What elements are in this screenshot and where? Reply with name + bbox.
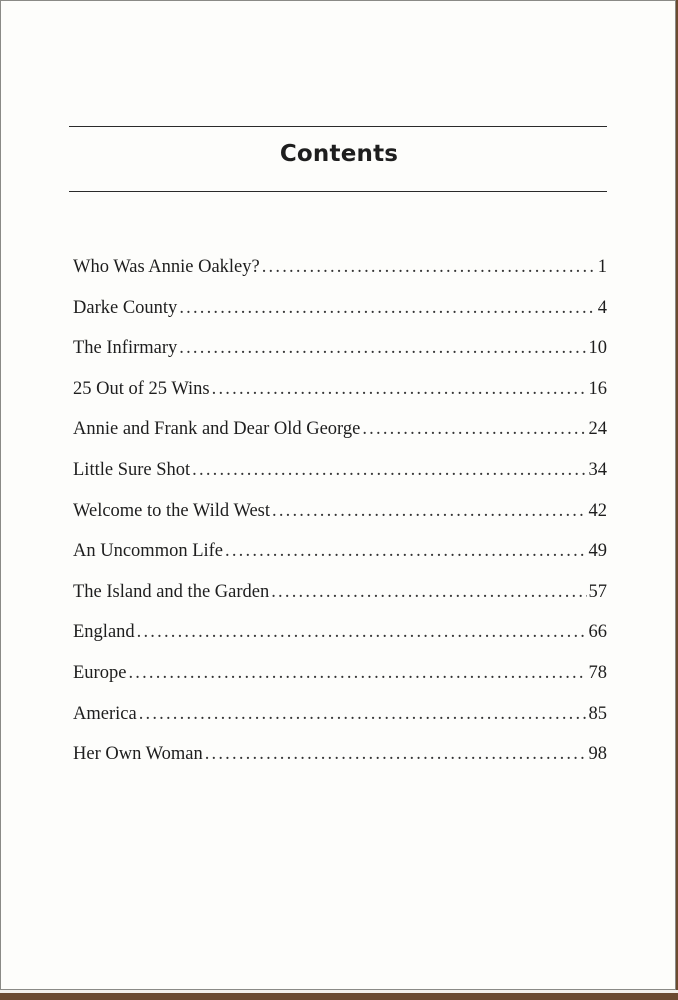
- toc-entry-title: Who Was Annie Oakley?: [73, 257, 260, 277]
- toc-entry-title: Darke County: [73, 297, 178, 318]
- toc-entry: [73, 582, 607, 623]
- toc-entry-page: 4: [597, 297, 607, 318]
- toc-entry-title: An Uncommon Life: [73, 541, 224, 562]
- page-edge: [0, 990, 678, 1000]
- toc-entry-title: 25 Out of 25 Wins: [73, 378, 210, 399]
- dot-leader: [137, 622, 587, 643]
- top-rule: [69, 126, 607, 127]
- toc-entry-title: Welcome to the Wild West: [73, 500, 270, 521]
- dot-leader: [225, 541, 586, 562]
- toc-entry: [73, 704, 607, 745]
- dot-leader: [179, 298, 595, 319]
- toc-entry-title: Her Own Woman: [73, 744, 203, 765]
- toc-entry-page: 10: [588, 338, 607, 359]
- toc-entry-title: The Island and the Garden: [73, 581, 270, 602]
- toc-entry-page: 1: [597, 257, 607, 277]
- toc-entry-page: 57: [588, 581, 607, 602]
- dot-leader: [192, 460, 586, 481]
- toc-entry: [73, 744, 607, 785]
- toc-entry: [73, 257, 607, 298]
- dot-leader: [212, 379, 587, 400]
- dot-leader: [272, 501, 587, 522]
- bottom-rule: [69, 191, 607, 192]
- dot-leader: [262, 257, 596, 278]
- toc-entry-page: 24: [588, 419, 607, 440]
- toc-entry: [73, 379, 607, 420]
- toc-entry: [73, 460, 607, 501]
- dot-leader: [362, 419, 586, 440]
- toc-entry: [73, 338, 607, 379]
- dot-leader: [205, 744, 587, 765]
- toc-entry-title: America: [73, 703, 137, 724]
- toc-entry-page: 49: [588, 541, 607, 562]
- dot-leader: [271, 582, 586, 603]
- toc-entry-page: 98: [588, 744, 607, 765]
- toc-entry-page: 34: [588, 459, 607, 480]
- table-of-contents: [73, 257, 607, 785]
- dot-leader: [179, 338, 586, 359]
- toc-entry: [73, 298, 607, 339]
- toc-entry: [73, 501, 607, 542]
- toc-entry-page: 85: [588, 703, 607, 724]
- toc-entry-title: Europe: [73, 662, 127, 683]
- toc-entry: [73, 541, 607, 582]
- toc-entry-page: 16: [588, 378, 607, 399]
- toc-entry-title: Little Sure Shot: [73, 459, 191, 480]
- page-title: Contents: [279, 141, 399, 167]
- toc-entry-page: 66: [588, 622, 607, 643]
- toc-entry: [73, 419, 607, 460]
- toc-entry-page: 78: [588, 662, 607, 683]
- toc-entry: [73, 622, 607, 663]
- dot-leader: [128, 663, 586, 684]
- dot-leader: [139, 704, 587, 725]
- toc-entry-title: England: [73, 622, 135, 643]
- toc-entry-title: The Infirmary: [73, 338, 178, 359]
- toc-entry-page: 42: [588, 500, 607, 521]
- toc-entry: [73, 663, 607, 704]
- toc-entry-title: Annie and Frank and Dear Old George: [73, 419, 361, 440]
